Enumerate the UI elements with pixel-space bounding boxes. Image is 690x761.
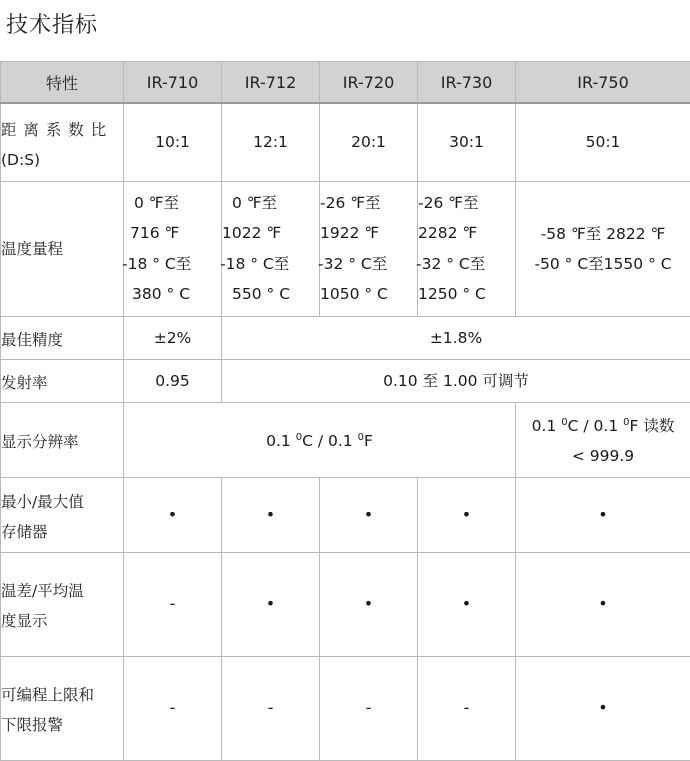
cell-line: -26 ℉至 [320, 188, 417, 219]
cell-line: -26 ℉至 [418, 188, 515, 219]
temp-range-ir-730 [418, 181, 516, 316]
row-distance-ratio [1, 103, 690, 181]
cell-line: -18 ° C至 [220, 249, 319, 280]
header-feature: 特性 [1, 62, 124, 104]
row-temp-range [1, 181, 690, 316]
label-line: 距 离 系 数 比 [1, 115, 123, 145]
res-text: F [364, 432, 373, 450]
label-emissivity: 发射率 [1, 359, 124, 402]
temp-range-ir-710 [124, 181, 222, 316]
label-line: (D:S) [1, 145, 123, 175]
cell-line: 1250 ° C [418, 279, 515, 310]
alarm-ir-712: - [222, 656, 320, 760]
minmax-ir-720: • [320, 477, 418, 552]
cell-line: -32 ° C至 [416, 249, 515, 280]
cell-line: 1050 ° C [320, 279, 417, 310]
degree-sup: 0 [561, 417, 567, 428]
cell-line: 2282 ℉ [418, 218, 515, 249]
alarm-ir-710: - [124, 656, 222, 760]
minmax-ir-730: • [418, 477, 516, 552]
row-diff-avg [1, 552, 690, 656]
minmax-ir-710: • [124, 477, 222, 552]
row-resolution [1, 402, 690, 477]
res-text: 0.1 [266, 432, 296, 450]
cell-line: 1922 ℉ [320, 218, 417, 249]
ratio-ir-720: 20:1 [320, 103, 418, 181]
label-line: 温差/平均温 [1, 576, 123, 606]
header-ir-710: IR-710 [124, 62, 222, 104]
label-diff-avg [1, 552, 124, 656]
header-ir-730: IR-730 [418, 62, 516, 104]
diff-avg-ir-712: • [222, 552, 320, 656]
diff-avg-ir-710: - [124, 552, 222, 656]
label-accuracy: 最佳精度 [1, 316, 124, 359]
cell-line: 1022 ℉ [222, 218, 319, 249]
row-alarm [1, 656, 690, 760]
cell-line: -50 ° C至1550 ° C [516, 249, 690, 279]
label-minmax [1, 477, 124, 552]
cell-line: -32 ° C至 [318, 249, 417, 280]
minmax-ir-712: • [222, 477, 320, 552]
res-text: C / 0.1 [568, 417, 623, 435]
label-line: 度显示 [1, 606, 123, 636]
cell-line: 380 ° C [124, 279, 221, 310]
header-ir-750: IR-750 [516, 62, 690, 104]
resolution-ir-750 [516, 402, 690, 477]
header-ir-720: IR-720 [320, 62, 418, 104]
cell-line: -58 ℉至 2822 ℉ [516, 219, 690, 249]
accuracy-others: ±1.8% [222, 316, 690, 359]
res-text: 0.1 [532, 417, 562, 435]
label-line: 可编程上限和 [1, 680, 123, 710]
diff-avg-ir-720: • [320, 552, 418, 656]
cell-line: -18 ° C至 [122, 249, 221, 280]
cell-line: 716 ℉ [124, 218, 221, 249]
page-title: 技术指标 [6, 8, 98, 39]
label-temp-range: 温度量程 [1, 181, 124, 316]
res-text: C / 0.1 [302, 432, 357, 450]
ratio-ir-730: 30:1 [418, 103, 516, 181]
alarm-ir-730: - [418, 656, 516, 760]
temp-range-ir-712 [222, 181, 320, 316]
ratio-ir-750: 50:1 [516, 103, 690, 181]
label-line: 下限报警 [1, 710, 123, 740]
cell-line: 0 ℉至 [222, 188, 319, 219]
cell-line: 550 ° C [222, 279, 319, 310]
cell-line: < 999.9 [516, 441, 690, 471]
emissivity-others: 0.10 至 1.00 可调节 [222, 359, 690, 402]
header-row [1, 62, 690, 104]
row-minmax [1, 477, 690, 552]
row-accuracy [1, 316, 690, 359]
diff-avg-ir-730: • [418, 552, 516, 656]
minmax-ir-750: • [516, 477, 690, 552]
ratio-ir-712: 12:1 [222, 103, 320, 181]
label-line: 存储器 [1, 517, 123, 547]
resolution-main [124, 402, 516, 477]
diff-avg-ir-750: • [516, 552, 690, 656]
row-emissivity [1, 359, 690, 402]
label-distance-ratio [1, 103, 124, 181]
cell-line: 0 ℉至 [124, 188, 221, 219]
res-text: F 读数 [629, 417, 674, 435]
temp-range-ir-750 [516, 181, 690, 316]
accuracy-ir-710: ±2% [124, 316, 222, 359]
cell-line [516, 408, 690, 441]
header-ir-712: IR-712 [222, 62, 320, 104]
spec-table [0, 61, 690, 761]
alarm-ir-720: - [320, 656, 418, 760]
label-alarm [1, 656, 124, 760]
degree-sup: 0 [296, 432, 302, 443]
label-resolution: 显示分辨率 [1, 402, 124, 477]
degree-sup: 0 [358, 432, 364, 443]
temp-range-ir-720 [320, 181, 418, 316]
degree-sup: 0 [623, 417, 629, 428]
label-line: 最小/最大值 [1, 487, 123, 517]
ratio-ir-710: 10:1 [124, 103, 222, 181]
alarm-ir-750: • [516, 656, 690, 760]
emissivity-ir-710: 0.95 [124, 359, 222, 402]
